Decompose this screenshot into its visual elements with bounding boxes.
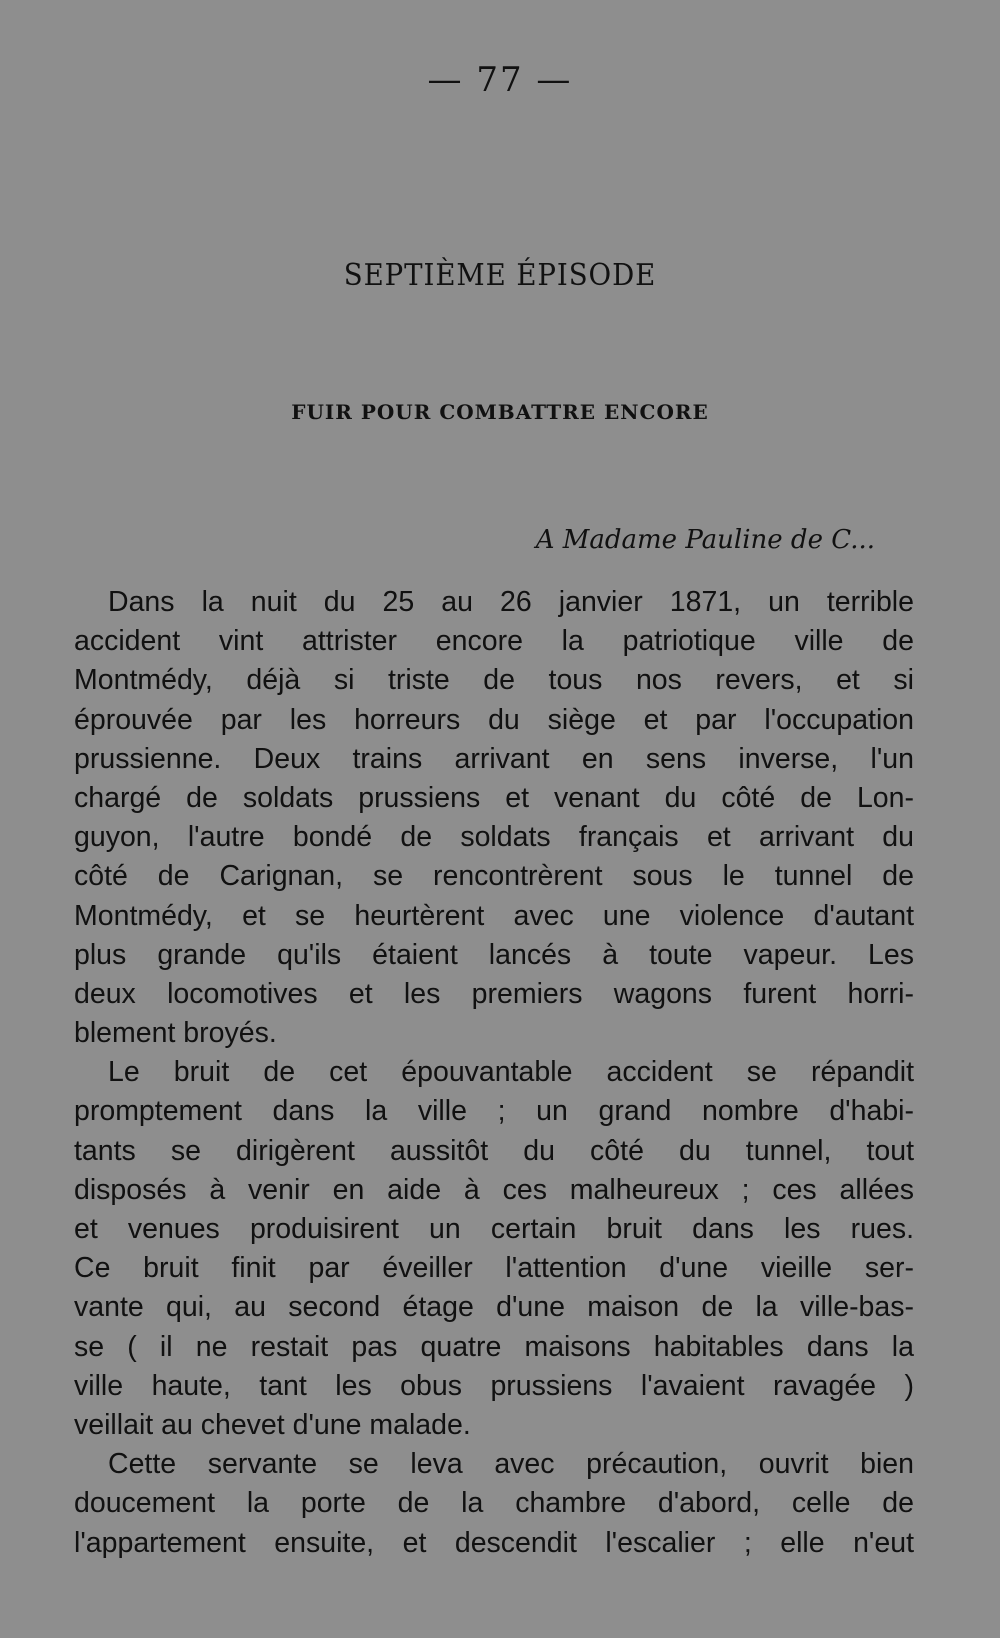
paragraph-2 — [74, 1053, 914, 1445]
page-number: — 77 — — [427, 60, 573, 100]
chapter-title: SEPTIÈME ÉPISODE — [343, 258, 657, 293]
chapter-subtitle: FUIR POUR COMBATTRE ENCORE — [291, 400, 709, 424]
text-line: prussienne. Deux trains arrivant en sens inverse, l'un — [74, 742, 914, 775]
text-line: Dans la nuit du 25 au 26 janvier 1871, un terrible — [108, 586, 914, 618]
text-line: ville haute, tant les obus prussiens l'avaient ravagée ) — [74, 1369, 914, 1402]
text-line: deux locomotives et les premiers wagons furent horri- — [74, 977, 914, 1010]
text-line: éprouvée par les horreurs du siège et par l'occupation — [74, 703, 914, 736]
text-line: l'appartement ensuite, et descendit l'escalier ; elle n'eut — [74, 1526, 914, 1559]
text-line: Ce bruit finit par éveiller l'attention d'une vieille ser- — [74, 1252, 914, 1285]
paragraph-3 — [74, 1445, 914, 1563]
text-line: Le bruit de cet épouvantable accident se répandit — [108, 1056, 914, 1089]
text-line: blement broyés. — [74, 1017, 277, 1050]
paragraph-1 — [74, 583, 914, 1053]
text-line: veillait au chevet d'une malade. — [74, 1408, 471, 1441]
text-line: Montmédy, déjà si triste de tous nos revers, et si — [74, 664, 914, 697]
text-line: guyon, l'autre bondé de soldats français et arrivant du — [74, 821, 914, 854]
text-line: Cette servante se leva avec précaution, ouvrit bien — [108, 1448, 914, 1481]
text-line: se ( il ne restait pas quatre maisons habitables dans la — [74, 1330, 914, 1363]
text-line: Montmédy, et se heurtèrent avec une violence d'autant — [74, 899, 914, 932]
text-line: promptement dans la ville ; un grand nombre d'habi- — [74, 1095, 914, 1128]
dedication: A Madame Pauline de C... — [535, 525, 875, 555]
text-line: et venues produisirent un certain bruit dans les rues. — [74, 1213, 914, 1245]
text-line: disposés à venir en aide à ces malheureux ; ces allées — [74, 1173, 914, 1206]
text-line: tants se dirigèrent aussitôt du côté du tunnel, tout — [74, 1134, 914, 1167]
text-line: plus grande qu'ils étaient lancés à toute vapeur. Les — [74, 938, 914, 971]
body-text — [74, 583, 914, 1563]
text-line: vante qui, au second étage d'une maison de la ville-bas- — [74, 1291, 914, 1324]
text-line: côté de Carignan, se rencontrèrent sous le tunnel de — [74, 860, 914, 893]
text-line: doucement la porte de la chambre d'abord, celle de — [74, 1487, 914, 1520]
text-line: chargé de soldats prussiens et venant du côté de Lon- — [74, 781, 914, 814]
text-line: accident vint attrister encore la patriotique ville de — [74, 625, 914, 658]
